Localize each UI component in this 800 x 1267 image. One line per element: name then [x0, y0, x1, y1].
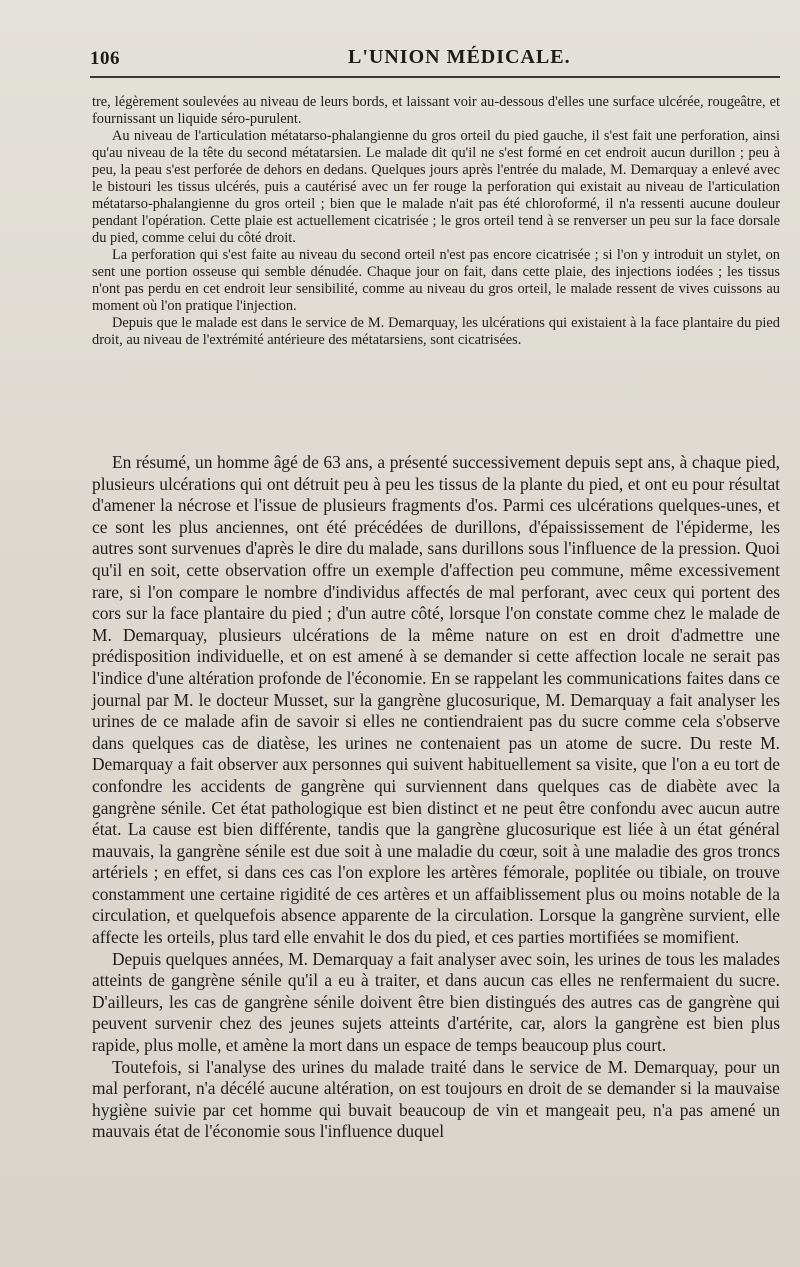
- small-paragraph: Depuis que le malade est dans le service de M. Demarquay, les ulcérations qui existaient à la face plantaire du pied droit, au niveau de l'extrémité antérieure des métatarsiens, sont cicatrisées.: [92, 315, 780, 348]
- page-number: 106: [90, 48, 120, 69]
- main-paragraph: Toutefois, si l'analyse des urines du malade traité dans le service de M. Demarquay, pour un mal perforant, n'a décélé aucune altération, on est toujours en droit de se demander si la mauvaise hygiène suivie par cet homme qui buvait beaucoup de vin et mangeait peu, n'a pas amené un mauvais état de l'économie sous l'influence duquel: [92, 1056, 780, 1142]
- page-header: [90, 40, 780, 74]
- running-head: L'UNION MÉDICALE.: [348, 46, 571, 68]
- small-print-section: [92, 94, 780, 349]
- main-text-section: [92, 452, 780, 1143]
- main-paragraph: En résumé, un homme âgé de 63 ans, a présenté successivement depuis sept ans, à chaque pied, plusieurs ulcérations qui ont détruit peu à peu les tissus de la plante du pied, et ont eu pour résultat d'amener la nécrose et l'issue de plusieurs fragments d'os. Parmi ces ulcérations quelques-unes, et ce sont les plus anciennes, ont été précédées de durillons, d'épaississement de l'épiderme, les autres sont survenues d'après le dire du malade, sans durillons sous l'influence de la pression. Quoi qu'il en soit, cette observation offre un exemple d'affection peu commune, même excessivement rare, si l'on compare le nombre d'individus affectés de mal perforant, avec ceux qui portent des cors sur la face plantaire du pied ; d'un autre côté, lorsque l'on constate comme chez le malade de M. Demarquay, plusieurs ulcérations de la même nature on est en droit d'admettre une prédisposition individuelle, et on est amené à se demander si cette affection locale ne serait pas l'indice d'une altération profonde de l'économie. En se rappelant les communications faites dans ce journal par M. le docteur Musset, sur la gangrène glucosurique, M. Demarquay a fait analyser les urines de ce malade afin de savoir si elles ne contiendraient pas du sucre comme cela s'observe dans quelques cas de diatèse, les urines ne contenaient pas un atome de sucre. Du reste M. Demarquay a fait observer aux personnes qui suivent habituellement sa visite, que l'on a eu tort de confondre les accidents de gangrène qui surviennent dans quelques cas de diabète avec la gangrène sénile. Cet état pathologique est bien distinct et ne peut être confondu avec aucun autre état. La cause est bien différente, tandis que la gangrène glucosurique est liée à un état général mauvais, la gangrène sénile est due soit à une maladie du cœur, soit à une maladie des gros troncs artériels ; en effet, si dans ces cas l'on explore les artères fémorale, poplitée ou tibiale, on trouve constamment une certaine rigidité de ces artères et un affaiblissement plus ou moins notable de la circulation, et quelquefois absence apparente de la circulation. Lorsque la gangrène survient, elle affecte les orteils, plus tard elle envahit le dos du pied, et ces parties mortifiées se momifient.: [92, 452, 780, 948]
- small-paragraph: La perforation qui s'est faite au niveau du second orteil n'est pas encore cicatrisée ; si l'on y introduit un stylet, on sent une portion osseuse qui semble dénudée. Chaque jour on fait, dans cette plaie, des injections iodées ; les tissus n'ont pas perdu en cet endroit leur sensibilité, comme au niveau du gros orteil, le malade ressent de vives cuissons au moment où l'on pratique l'injection.: [92, 247, 780, 314]
- small-paragraph: tre, légèrement soulevées au niveau de leurs bords, et laissant voir au-dessous d'elles une surface ulcérée, rougeâtre, et fournissant un liquide séro-purulent.: [92, 94, 780, 127]
- main-paragraph: Depuis quelques années, M. Demarquay a fait analyser avec soin, les urines de tous les malades atteints de gangrène sénile qu'il a eu à traiter, et dans aucun cas elles ne renfermaient du sucre. D'ailleurs, les cas de gangrène sénile doivent être bien distingués des autres cas de gangrène qui peuvent survenir chez des jeunes sujets atteints d'artérite, car, alors la gangrène est bien plus rapide, plus molle, et amène la mort dans un espace de temps beaucoup plus court.: [92, 948, 780, 1056]
- header-rule: [90, 76, 780, 78]
- small-paragraph: Au niveau de l'articulation métatarso-phalangienne du gros orteil du pied gauche, il s'est fait une perforation, ainsi qu'au niveau de la tête du second métatarsien. Le malade dit qu'il ne s'est formé en cet endroit aucun durillon ; peu à peu, la peau s'est perforée de dehors en dedans. Quelques jours après l'entrée du malade, M. Demarquay a enlevé avec le bistouri les tissus ulcérés, puis a cautérisé avec un fer rouge la perforation qui existait au niveau de l'articulation métatarso-phalangienne du gros orteil ; bien que le malade n'ait pas été chloroformé, il n'a ressenti aucune douleur pendant l'opération. Cette plaie est actuellement cicatrisée ; le gros orteil tend à se renverser un peu sur la face dorsale du pied, comme celui du côté droit.: [92, 128, 780, 246]
